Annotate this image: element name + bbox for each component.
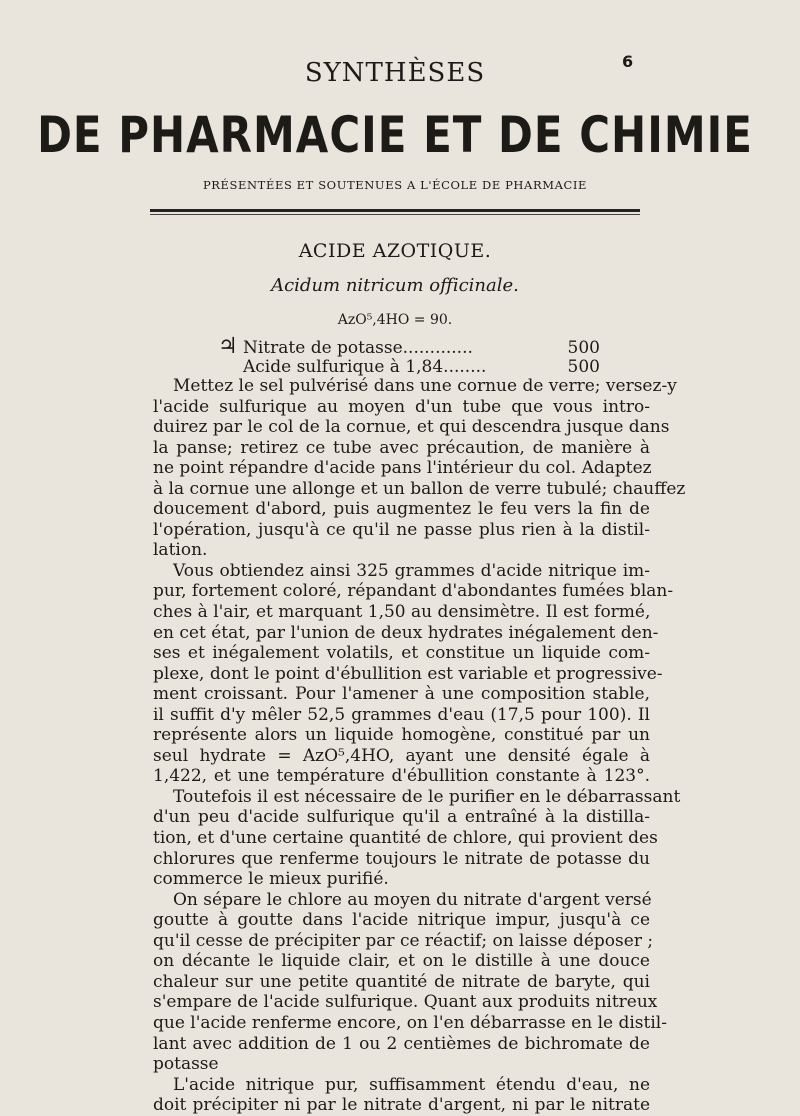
text-line: d'un peu d'acide sulfurique qu'il a entraîné à la distilla- [153, 807, 650, 828]
text-line: duirez par le col de la cornue, et qui descendra jusque dans [153, 417, 670, 438]
text-line: Vous obtiendez ainsi 325 grammes d'acide nitrique im- [173, 560, 650, 581]
text-line: l'opération, jusqu'à ce qu'il ne passe plus rien à la distil- [153, 519, 650, 540]
latin-name: Acidum nitricum officinale. [271, 275, 519, 296]
text-line: chaleur sur une petite quantité de nitrate de baryte, qui [153, 971, 650, 992]
text-line: ches à l'air, et marquant 1,50 au densimètre. Il est formé, [153, 602, 651, 623]
recipe-item-name: Nitrate de potasse............. [243, 338, 473, 358]
header-rule [150, 209, 640, 212]
recipe-item-qty: 500 [567, 338, 600, 358]
text-line: ment croissant. Pour l'amener à une composition stable, [153, 684, 650, 705]
series-title: SYNTHÈSES [304, 58, 486, 88]
text-line: représente alors un liquide homogène, constitué par un [153, 725, 650, 746]
text-line: Mettez le sel pulvérisé dans une cornue de verre; versez-y [173, 376, 677, 396]
text-line: pur, fortement coloré, répandant d'abondantes fumées blan- [153, 581, 674, 602]
header-rule-thin [150, 214, 640, 215]
text-line: ses et inégalement volatils, et constitue un liquide com- [153, 643, 650, 664]
text-line: ne point répandre d'acide pans l'intérieur du col. Adaptez [153, 458, 652, 479]
text-line: on décante le liquide clair, et on le distille à une douce [153, 951, 650, 972]
text-line: l'acide sulfurique au moyen d'un tube que vous intro- [153, 396, 650, 417]
subtitle: PRÉSENTÉES ET SOUTENUES A L'ÉCOLE DE PHARMACIE [202, 178, 588, 192]
recipe-symbol: ♃ [218, 334, 238, 359]
text-line: potasse [153, 1054, 219, 1075]
text-line: seul hydrate = AzO⁵,4HO, ayant une densité égale à [153, 745, 650, 766]
text-line: On sépare le chlore au moyen du nitrate d'argent versé [173, 889, 652, 910]
recipe-item-name: Acide sulfurique à 1,84........ [243, 357, 487, 377]
text-line: Toutefois il est nécessaire de le purifier en le débarrassant [173, 786, 681, 807]
text-line: lation. [153, 540, 208, 561]
text-line: qu'il cesse de précipiter par ce réactif; on laisse déposer ; [153, 930, 654, 951]
text-line: que l'acide renferme encore, on l'en débarrasse en le distil- [153, 1012, 667, 1033]
text-line: à la cornue une allonge et un ballon de verre tubulé; chauffez [153, 478, 686, 499]
section-title: ACIDE AZOTIQUE. [298, 240, 492, 262]
text-line: commerce le mieux purifié. [153, 869, 389, 890]
main-title: DE PHARMACIE ET DE CHIMIE [37, 106, 753, 164]
page-number: 6 [622, 52, 634, 71]
chemical-formula: AzO⁵,4HO = 90. [337, 312, 453, 328]
text-line: chlorures que renferme toujours le nitrate de potasse du [153, 848, 650, 869]
body-text [153, 376, 686, 1116]
text-line: 1,422, et une température d'ébullition constante à 123°. [153, 766, 650, 787]
text-line: lant avec addition de 1 ou 2 centièmes de bichromate de [153, 1033, 650, 1054]
text-line: doucement d'abord, puis augmentez le feu vers la fin de [153, 499, 650, 520]
text-line: il suffit d'y mêler 52,5 grammes d'eau (17,5 pour 100). Il [153, 704, 650, 725]
text-line: la panse; retirez ce tube avec précaution, de manière à [153, 437, 650, 458]
text-line: en cet état, par l'union de deux hydrates inégalement den- [153, 622, 659, 643]
recipe-item-qty: 500 [567, 357, 600, 377]
text-line: tion, et d'une certaine quantité de chlore, qui provient des [153, 828, 658, 849]
text-line: goutte à goutte dans l'acide nitrique impur, jusqu'à ce [153, 910, 650, 931]
text-line: doit précipiter ni par le nitrate d'argent, ni par le nitrate [153, 1095, 650, 1116]
text-line: L'acide nitrique pur, suffisamment étendu d'eau, ne [173, 1074, 650, 1095]
text-line: s'empare de l'acide sulfurique. Quant aux produits nitreux [153, 992, 658, 1013]
text-line: plexe, dont le point d'ébullition est variable et progressive- [153, 663, 663, 684]
